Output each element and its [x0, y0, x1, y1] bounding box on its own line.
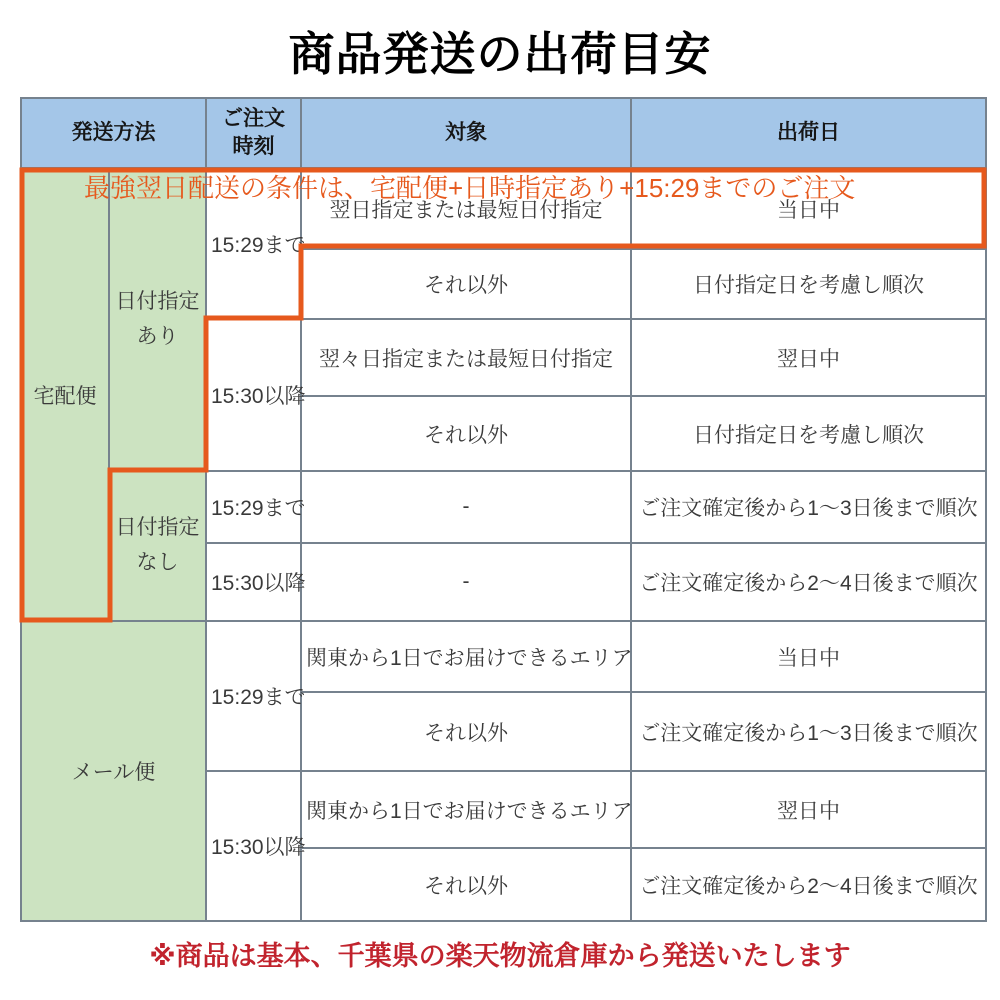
header-row — [21, 98, 986, 168]
cell-target: 関東から1日でお届けできるエリア — [301, 621, 631, 692]
cell-target: - — [301, 543, 631, 621]
cell-ship-date: ご注文確定後から2〜4日後まで順次 — [631, 543, 986, 621]
cell-target: 関東から1日でお届けできるエリア — [301, 771, 631, 848]
fastest-delivery-annotation: 最強翌日配送の条件は、宅配便+日時指定あり+15:29までのご注文 — [84, 173, 856, 203]
date-option-label: 日付指定 — [115, 289, 200, 313]
cell-ship-date: 翌日中 — [631, 319, 986, 396]
cell-ship-date: 当日中 — [631, 168, 986, 249]
cell-ship-date: 当日中 — [631, 621, 986, 692]
page-title: 商品発送の出荷目安 — [288, 28, 712, 80]
cell-target: 翌日指定または最短日付指定 — [301, 168, 631, 249]
cell-time-late: 15:30以降 — [206, 319, 301, 471]
footer-note: ※商品は基本、千葉県の楽天物流倉庫から発送いたします — [149, 941, 851, 971]
cell-method-courier: 宅配便 — [21, 168, 109, 621]
cell-date-specified-no — [109, 471, 206, 621]
header-order-time-line1: ご注文 — [222, 106, 285, 130]
cell-ship-date: ご注文確定後から1〜3日後まで順次 — [631, 471, 986, 543]
cell-time-early: 15:29まで — [206, 471, 301, 543]
cell-ship-date: ご注文確定後から2〜4日後まで順次 — [631, 848, 986, 921]
header-shipping-method: 発送方法 — [21, 98, 206, 168]
cell-target: それ以外 — [301, 692, 631, 771]
table-row — [21, 621, 986, 692]
header-order-time-line2: 時刻 — [232, 135, 275, 158]
cell-time-late: 15:30以降 — [206, 543, 301, 621]
cell-ship-date: ご注文確定後から1〜3日後まで順次 — [631, 692, 986, 771]
cell-target: それ以外 — [301, 249, 631, 319]
header-ship-date: 出荷日 — [631, 98, 986, 168]
cell-ship-date: 日付指定日を考慮し順次 — [631, 396, 986, 471]
shipping-schedule-table — [20, 97, 987, 922]
cell-time-early: 15:29まで — [206, 168, 301, 319]
cell-date-specified-yes — [109, 168, 206, 471]
header-target: 対象 — [301, 98, 631, 168]
cell-target: それ以外 — [301, 848, 631, 921]
cell-method-mail: メール便 — [21, 621, 206, 921]
cell-target: それ以外 — [301, 396, 631, 471]
cell-time-early: 15:29まで — [206, 621, 301, 771]
table-row — [21, 471, 986, 543]
date-option-no: なし — [136, 551, 179, 574]
cell-ship-date: 日付指定日を考慮し順次 — [631, 249, 986, 319]
cell-target: 翌々日指定または最短日付指定 — [301, 319, 631, 396]
date-option-yes: あり — [136, 324, 179, 348]
cell-time-late: 15:30以降 — [206, 771, 301, 921]
header-order-time — [206, 98, 301, 168]
cell-ship-date: 翌日中 — [631, 771, 986, 848]
cell-target: - — [301, 471, 631, 543]
date-option-label: 日付指定 — [115, 516, 200, 540]
